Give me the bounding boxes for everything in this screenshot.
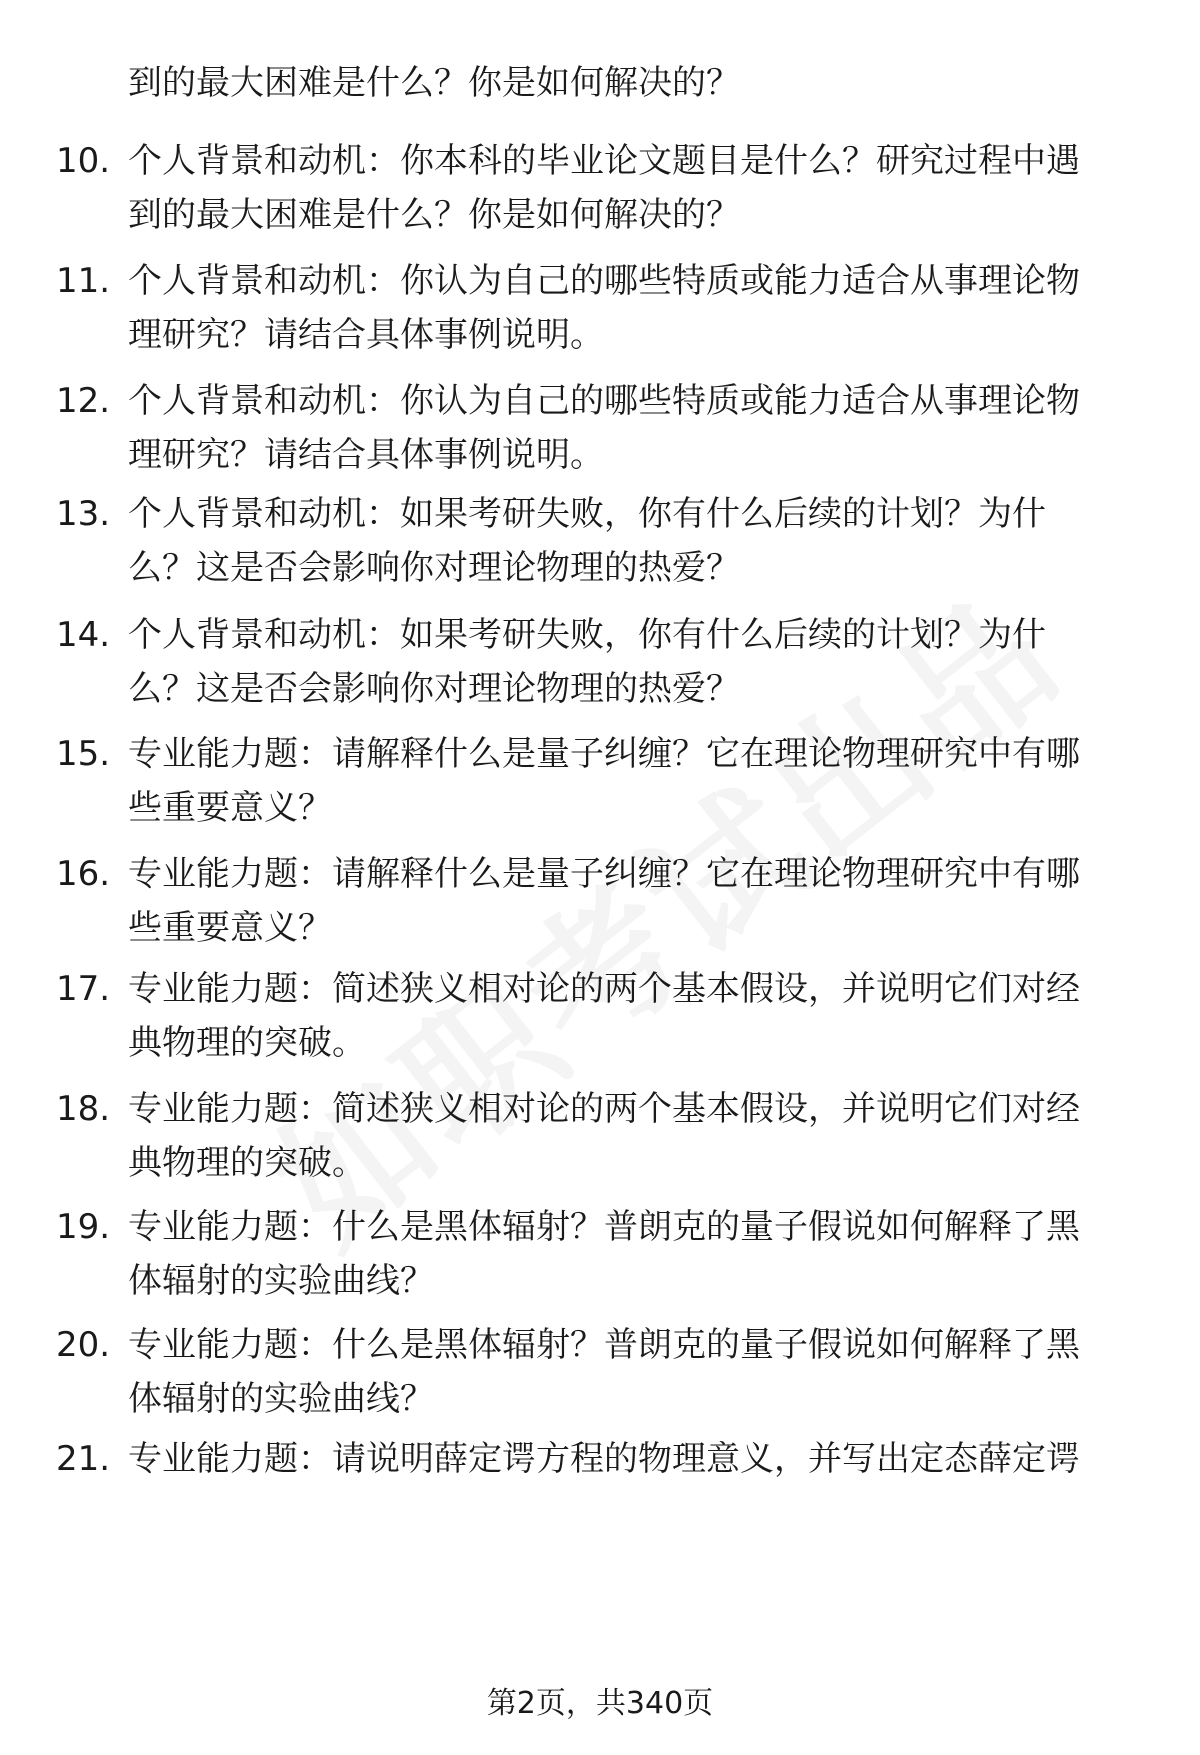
question-line: 么？这是否会影响你对理论物理的热爱？ [128, 669, 740, 709]
question-text [128, 56, 1138, 110]
question-line: 专业能力题：什么是黑体辐射？普朗克的量子假说如何解释了黑 [128, 1325, 1080, 1365]
question-number: 18. [56, 1089, 111, 1129]
question-line: 个人背景和动机：如果考研失败，你有什么后续的计划？为什 [128, 615, 1046, 655]
question-text [128, 847, 1138, 955]
question-line: 些重要意义？ [128, 908, 332, 948]
question-line: 典物理的突破。 [128, 1143, 366, 1183]
question-line: 么？这是否会影响你对理论物理的热爱？ [128, 548, 740, 588]
question-line: 体辐射的实验曲线？ [128, 1379, 434, 1419]
question-line: 专业能力题：简述狭义相对论的两个基本假设，并说明它们对经 [128, 1089, 1080, 1129]
question-line: 到的最大困难是什么？你是如何解决的？ [128, 63, 740, 103]
question-line: 理研究？请结合具体事例说明。 [128, 435, 604, 475]
question-text [128, 1082, 1138, 1190]
question-text [128, 608, 1138, 716]
question-number: 17. [56, 969, 111, 1009]
question-number: 10. [56, 141, 111, 181]
question-text [128, 487, 1138, 595]
question-line: 理研究？请结合具体事例说明。 [128, 315, 604, 355]
question-number: 21. [56, 1439, 111, 1479]
question-line: 些重要意义？ [128, 788, 332, 828]
question-line: 个人背景和动机：你本科的毕业论文题目是什么？研究过程中遇 [128, 141, 1080, 181]
question-text [128, 1200, 1138, 1308]
question-text [128, 727, 1138, 835]
question-line: 专业能力题：请说明薛定谔方程的物理意义，并写出定态薛定谔 [128, 1439, 1080, 1479]
question-number: 14. [56, 615, 111, 655]
question-line: 体辐射的实验曲线？ [128, 1261, 434, 1301]
question-text [128, 254, 1138, 362]
page-footer: 第2页，共340页 [486, 1686, 714, 1721]
question-line: 到的最大困难是什么？你是如何解决的？ [128, 195, 740, 235]
question-text [128, 134, 1138, 242]
question-line: 专业能力题：什么是黑体辐射？普朗克的量子假说如何解释了黑 [128, 1207, 1080, 1247]
question-number: 11. [56, 261, 111, 301]
question-line: 个人背景和动机：如果考研失败，你有什么后续的计划？为什 [128, 494, 1046, 534]
question-number: 16. [56, 854, 111, 894]
question-line: 个人背景和动机：你认为自己的哪些特质或能力适合从事理论物 [128, 261, 1080, 301]
question-line: 专业能力题：请解释什么是量子纠缠？它在理论物理研究中有哪 [128, 854, 1080, 894]
question-number: 13. [56, 494, 111, 534]
question-line: 专业能力题：简述狭义相对论的两个基本假设，并说明它们对经 [128, 969, 1080, 1009]
question-number: 20. [56, 1325, 111, 1365]
question-line: 专业能力题：请解释什么是量子纠缠？它在理论物理研究中有哪 [128, 734, 1080, 774]
question-text [128, 374, 1138, 482]
question-line: 典物理的突破。 [128, 1023, 366, 1063]
question-text [128, 1318, 1138, 1426]
question-number: 12. [56, 381, 111, 421]
question-text [128, 962, 1138, 1070]
question-number: 15. [56, 734, 111, 774]
question-line: 个人背景和动机：你认为自己的哪些特质或能力适合从事理论物 [128, 381, 1080, 421]
question-number: 19. [56, 1207, 111, 1247]
question-text [128, 1432, 1138, 1486]
